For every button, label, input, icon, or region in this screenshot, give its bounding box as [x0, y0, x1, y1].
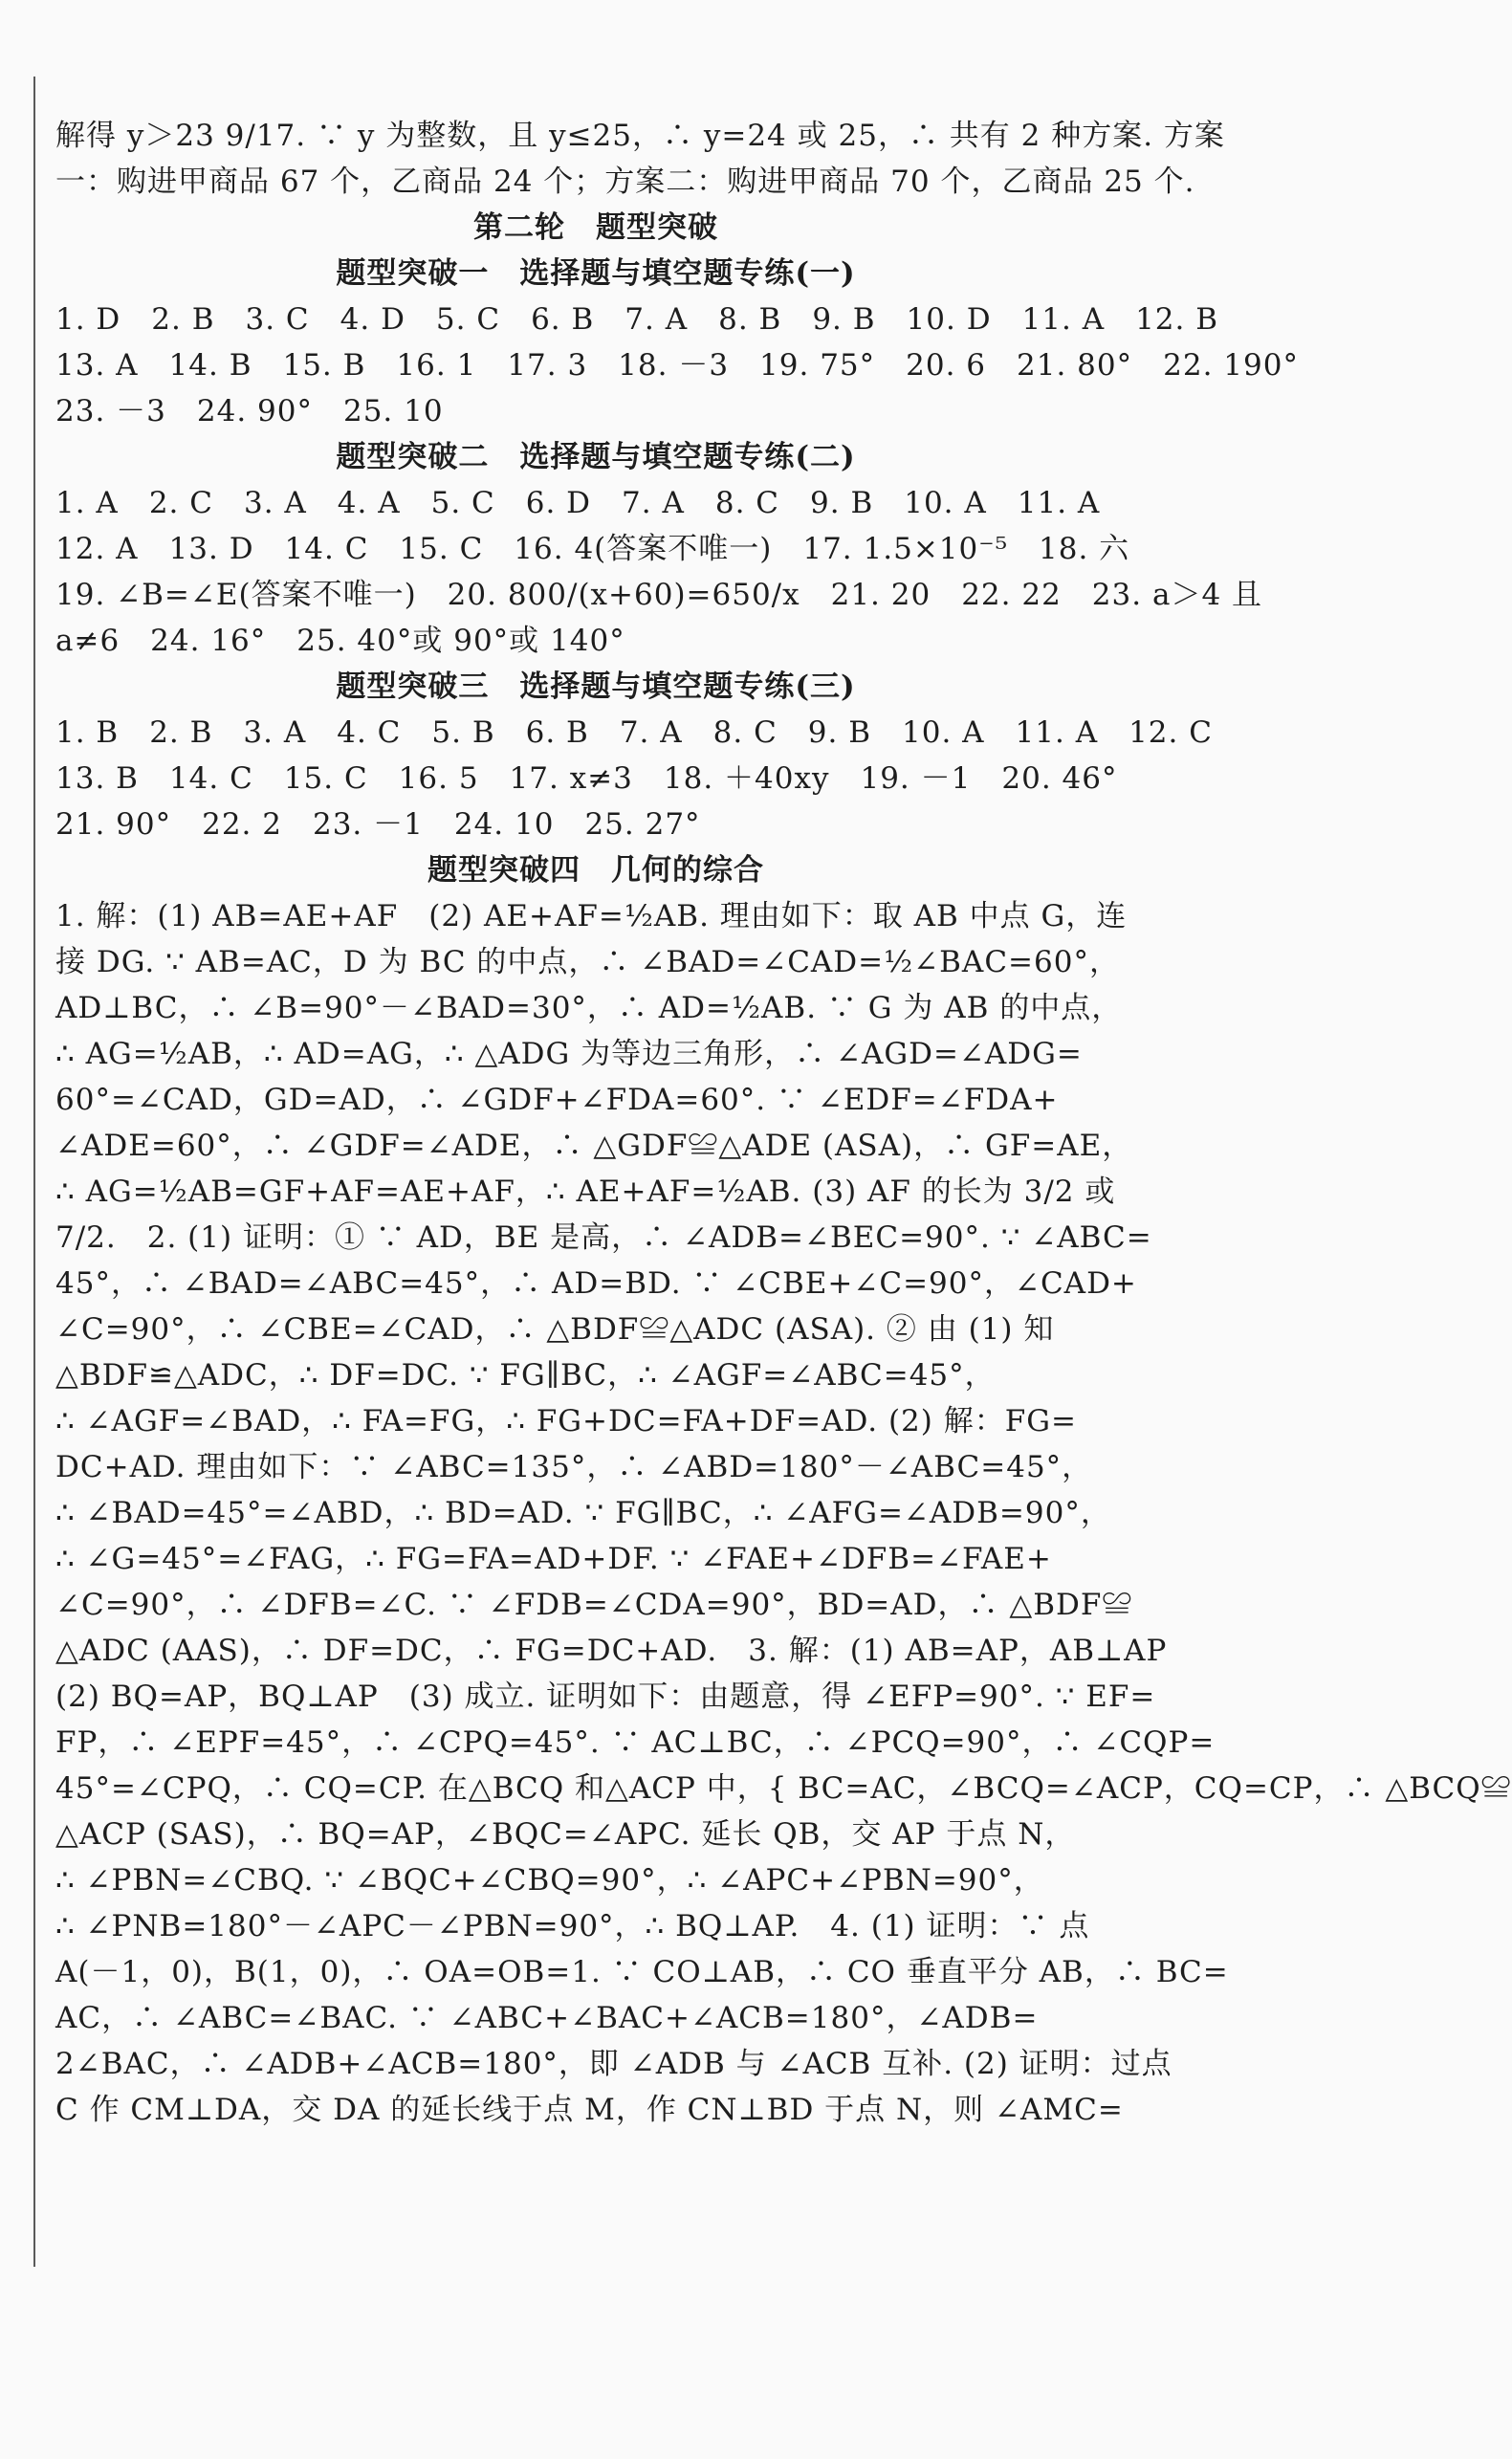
intro-line-1: 解得 y＞23 9/17. ∵ y 为整数，且 y≤25，∴ y=24 或 25，∴ 共有 2 种方案. 方案 [55, 119, 1225, 153]
section4-line: AD⊥BC，∴ ∠B=90°－∠BAD=30°，∴ AD=½AB. ∵ G 为 AB 的中点， [55, 991, 1123, 1025]
section4-line: 60°=∠CAD，GD=AD，∴ ∠GDF+∠FDA=60°. ∵ ∠EDF=∠FDA+ [55, 1083, 1059, 1117]
section4-line: 1. 解：(1) AB=AE+AF (2) AE+AF=½AB. 理由如下：取 AB 中点 G，连 [55, 899, 1128, 933]
section2-answers-line-3: 19. ∠B=∠E(答案不唯一) 20. 800/(x+60)=650/x 21. 20 22. 22 23. a＞4 且 [55, 578, 1263, 612]
section3-title: 题型突破三 选择题与填空题专练(三) [336, 670, 856, 704]
section4-line: FP，∴ ∠EPF=45°，∴ ∠CPQ=45°. ∵ AC⊥BC，∴ ∠PCQ=90°，∴ ∠CQP= [55, 1725, 1216, 1760]
section4-line: ∠ADE=60°，∴ ∠GDF=∠ADE，∴ △GDF≌△ADE (ASA)，∴ GF=AE， [55, 1129, 1133, 1163]
section4-line: ∴ ∠AGF=∠BAD，∴ FA=FG，∴ FG+DC=FA+DF=AD. (2) 解：FG= [55, 1404, 1077, 1438]
section4-line: A(－1，0)，B(1，0)，∴ OA=OB=1. ∵ CO⊥AB，∴ CO 垂直平分 AB，∴ BC= [55, 1955, 1229, 1989]
section4-line: ∴ AG=½AB，∴ AD=AG，∴ △ADG 为等边三角形，∴ ∠AGD=∠ADG= [55, 1037, 1083, 1071]
section4-title: 题型突破四 几何的综合 [427, 853, 764, 888]
section4-line: C 作 CM⊥DA，交 DA 的延长线于点 M，作 CN⊥BD 于点 N，则 ∠AMC= [55, 2093, 1124, 2127]
section1-answers-line-2: 13. A 14. B 15. B 16. 1 17. 3 18. －3 19. 75° 20. 6 21. 80° 22. 190° [55, 348, 1299, 383]
section4-line: 7/2. 2. (1) 证明：① ∵ AD，BE 是高，∴ ∠ADB=∠BEC=90°. ∵ ∠ABC= [55, 1220, 1152, 1255]
section4-line: ∴ ∠PBN=∠CBQ. ∵ ∠BQC+∠CBQ=90°，∴ ∠APC+∠PBN=90°， [55, 1863, 1044, 1898]
section4-line: ∠C=90°，∴ ∠DFB=∠C. ∵ ∠FDB=∠CDA=90°，BD=AD，∴ △BDF≌ [55, 1588, 1133, 1622]
section4-line: 2∠BAC，∴ ∠ADB+∠ACB=180°，即 ∠ADB 与 ∠ACB 互补. (2) 证明：过点 [55, 2047, 1172, 2081]
left-margin-line [33, 77, 35, 2267]
section4-line: DC+AD. 理由如下：∵ ∠ABC=135°，∴ ∠ABD=180°－∠ABC=45°， [55, 1450, 1093, 1484]
section4-line: ∴ ∠PNB=180°－∠APC－∠PBN=90°，∴ BQ⊥AP. 4. (1) 证明：∵ 点 [55, 1909, 1090, 1943]
section2-answers-line-2: 12. A 13. D 14. C 15. C 16. 4(答案不唯一) 17. 1.5×10⁻⁵ 18. 六 [55, 532, 1130, 566]
section4-line: (2) BQ=AP，BQ⊥AP (3) 成立. 证明如下：由题意，得 ∠EFP=90°. ∵ EF= [55, 1680, 1156, 1714]
round-title: 第二轮 题型突破 [473, 210, 718, 245]
section1-title: 题型突破一 选择题与填空题专练(一) [336, 256, 856, 291]
section3-answers-line-2: 13. B 14. C 15. C 16. 5 17. x≠3 18. ＋40xy 19. －1 20. 46° [55, 761, 1118, 796]
section4-line: 接 DG. ∵ AB=AC，D 为 BC 的中点，∴ ∠BAD=∠CAD=½∠BAC=60°， [55, 945, 1120, 979]
section2-answers-line-1: 1. A 2. C 3. A 4. A 5. C 6. D 7. A 8. C 9. B 10. A 11. A [55, 486, 1101, 520]
section4-line: △BDF≌△ADC，∴ DF=DC. ∵ FG∥BC，∴ ∠AGF=∠ABC=45°， [55, 1358, 996, 1393]
section2-answers-line-4: a≠6 24. 16° 25. 40°或 90°或 140° [55, 624, 625, 658]
section4-line: ∠C=90°，∴ ∠CBE=∠CAD，∴ △BDF≌△ADC (ASA). ② 由 (1) 知 [55, 1312, 1055, 1347]
section1-answers-line-3: 23. －3 24. 90° 25. 10 [55, 394, 444, 428]
answer-content [55, 113, 1512, 2133]
section4-line: AC，∴ ∠ABC=∠BAC. ∵ ∠ABC+∠BAC+∠ACB=180°，∠ADB= [55, 2001, 1039, 2035]
section1-answers-line-1: 1. D 2. B 3. C 4. D 5. C 6. B 7. A 8. B 9. B 10. D 11. A 12. B [55, 302, 1219, 337]
section4-line: △ACP (SAS)，∴ BQ=AP，∠BQC=∠APC. 延长 QB，交 AP 于点 N， [55, 1817, 1076, 1852]
section4-line: 45°，∴ ∠BAD=∠ABC=45°，∴ AD=BD. ∵ ∠CBE+∠C=90°，∠CAD+ [55, 1266, 1137, 1301]
section2-title: 题型突破二 选择题与填空题专练(二) [336, 440, 856, 474]
section3-answers-line-3: 21. 90° 22. 2 23. －1 24. 10 25. 27° [55, 807, 701, 842]
section4-line: △ADC (AAS)，∴ DF=DC，∴ FG=DC+AD. 3. 解：(1) AB=AP，AB⊥AP [55, 1634, 1168, 1668]
section3-answers-line-1: 1. B 2. B 3. A 4. C 5. B 6. B 7. A 8. C 9. B 10. A 11. A 12. C [55, 715, 1213, 750]
section4-line: 45°=∠CPQ，∴ CQ=CP. 在△BCQ 和△ACP 中，{ BC=AC，∠BCQ=∠ACP，CQ=CP，∴ △BCQ≌ [55, 1771, 1512, 1806]
section4-line: ∴ ∠G=45°=∠FAG，∴ FG=FA=AD+DF. ∵ ∠FAE+∠DFB=∠FAE+ [55, 1542, 1052, 1576]
section4-line: ∴ AG=½AB=GF+AF=AE+AF，∴ AE+AF=½AB. (3) AF 的长为 3/2 或 [55, 1175, 1116, 1209]
intro-line-2: 一：购进甲商品 67 个，乙商品 24 个；方案二：购进甲商品 70 个，乙商品 25 个. [55, 165, 1195, 199]
section4-line: ∴ ∠BAD=45°=∠ABD，∴ BD=AD. ∵ FG∥BC，∴ ∠AFG=∠ADB=90°， [55, 1496, 1111, 1530]
